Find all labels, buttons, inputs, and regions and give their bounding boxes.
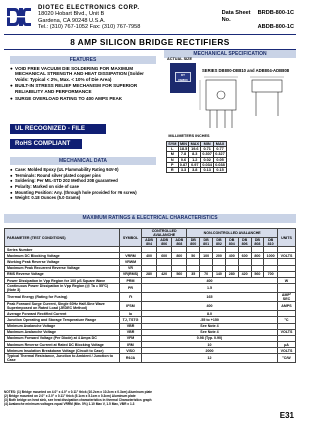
symbol-cell: TJ, TSTG xyxy=(120,317,142,323)
list-item: ● Mounting Position: Any. (through hole provided for #6 screw) xyxy=(10,189,137,195)
series-number-cell: ADB 808 xyxy=(172,238,187,247)
table-row: L 18.5 19.6 0.71 0.77 xyxy=(167,147,227,152)
list-item: ● Soldering: Per MIL-STD 202 Method 208 guaranteed xyxy=(10,178,118,184)
datasheet-number: BRDB-800-1C xyxy=(257,10,294,16)
dimension-table-caption: MILLIMETERS INCHES xyxy=(168,134,210,138)
value-cell: 0.98 (Typ. 0.90) xyxy=(142,335,278,341)
symbol-cell: VRWM xyxy=(120,259,142,265)
symbol-cell: PR xyxy=(120,284,142,293)
unit-cell: VOLTS xyxy=(278,253,296,259)
note: (3) Both bridge on heat sink, see heat dissipation characteristics in thermal Characteristics graph xyxy=(4,398,152,403)
value-cell: 420 xyxy=(238,271,251,277)
value-cell: 12 xyxy=(142,354,278,363)
symbol-cell: IRM xyxy=(120,342,142,348)
parameter-cell: Thermal Energy (Rating for Fusing) xyxy=(5,293,120,302)
list-item: ● VOID FREE VACUUM DIE SOLDERING FOR MAXIMUM MECHANICAL STRENGTH AND HEAT DISSIPATION (Solder Voids: Typical < 2%, Max. < 10% of Die Area) xyxy=(10,66,144,82)
note: (4) Avalanche minimum voltages equal VRRM (Min. 5%) 1.10 Max V, 1.5 Max, VBR x 1.3 xyxy=(4,402,135,407)
value-cell: 50 xyxy=(187,253,200,259)
column-group-controlled: CONTROLLED AVALANCHE xyxy=(142,229,187,238)
value-cell: 70 xyxy=(200,271,213,277)
value-cell: 560 xyxy=(251,271,264,277)
parameter-cell: Junction Operating and Storage Temperature Range xyxy=(5,317,120,323)
symbol-cell: VR(RMS) xyxy=(120,271,142,277)
symbol-cell: IFSM xyxy=(120,302,142,311)
list-item: ● Polarity: Marked on side of case xyxy=(10,184,79,190)
series-number-cell: DB 800 xyxy=(187,238,200,247)
company-block xyxy=(38,5,140,30)
value-cell: 800 xyxy=(172,253,187,259)
series-label: SERIES DB800-DB810 and ADB804-ADB808 xyxy=(202,68,290,73)
package-outline-drawing xyxy=(196,74,298,138)
value-cell: 400 xyxy=(142,302,278,311)
value-cell: 560 xyxy=(172,271,187,277)
series-number-cell: DB 802 xyxy=(213,238,226,247)
unit-cell: °C/W xyxy=(278,354,296,363)
table-row: SYM MIN MAX MIN MAX xyxy=(167,142,227,147)
table-row: M 7.8 8.3 0.307 0.327 xyxy=(167,152,227,157)
column-header-parameter: PARAMETER (TEST CONDITIONS) xyxy=(5,229,120,247)
value-cell: 280 xyxy=(225,271,238,277)
parameter-cell: RMS Reverse Voltage xyxy=(5,271,120,277)
value-cell: 140 xyxy=(213,271,226,277)
list-item: ● Terminals: Round silver plated copper pins xyxy=(10,172,101,178)
column-header-units: UNITS xyxy=(278,229,296,247)
notes xyxy=(4,390,274,406)
unit-cell: °C xyxy=(278,317,296,323)
unit-cell xyxy=(278,284,296,293)
value-cell: 700 xyxy=(264,271,278,277)
value-cell: 165 xyxy=(142,293,278,302)
page-id: E31 xyxy=(279,411,294,420)
value-cell: -55 to +150 xyxy=(142,317,278,323)
symbol-cell: VRRM xyxy=(120,253,142,259)
package-photo xyxy=(170,63,196,93)
table-row: N 0.6 1.2 0.02 0.05 xyxy=(167,157,227,162)
list-item: ● SURGE OVERLOAD RATING TO 400 AMPS PEAK xyxy=(10,95,123,101)
value-cell: 420 xyxy=(157,271,172,277)
parameter-cell: Maximum Avalanche Voltage xyxy=(5,329,120,335)
value-cell: 1.5 xyxy=(142,284,278,293)
series-number-cell: ADB 806 xyxy=(157,238,172,247)
value-cell: 400 xyxy=(225,253,238,259)
table-row: R 3.3 3.8 0.13 0.15 xyxy=(167,167,227,172)
value-cell: 2000 xyxy=(142,348,278,354)
list-item: ● Weight: 0.18 Ounces (5.0 Grams) xyxy=(10,195,81,201)
parameter-cell: Minimum Avalanche Voltage xyxy=(5,323,120,329)
value-cell: 800 xyxy=(251,253,264,259)
table-row xyxy=(5,302,296,311)
column-group-noncontrolled: NON-CONTROLLED AVALANCHE xyxy=(187,229,278,238)
parameter-cell: Maximum Reverse Current at Rated DC Blocking Voltage xyxy=(5,342,120,348)
value-cell: 400 xyxy=(142,253,157,259)
parameter-cell: Continuous Power Dissipation in Vpp Region (@ Ta = 55°C) (Note 3) xyxy=(5,284,120,293)
datasheet-label: Data Sheet No. xyxy=(221,10,251,23)
series-number-label: Series Number xyxy=(5,247,120,253)
parameter-cell: Typical Thermal Resistance, Junction to Ambient / Junction to Case xyxy=(5,354,120,363)
list-item: ● BUILT-IN STRESS RELIEF MECHANISM FOR SUPERIOR RELIABILITY AND PERFORMANCE xyxy=(10,83,138,94)
unit-cell: AMP² SEC xyxy=(278,293,296,302)
mechanical-data-list xyxy=(10,168,158,202)
unit-cell: VOLTS xyxy=(278,329,296,335)
company-phone: Tel.: (310) 767-1052 Fax: (310) 767-7958 xyxy=(38,23,141,30)
divider xyxy=(4,34,296,35)
series-number-cell: DB 801 xyxy=(200,238,213,247)
series-number-cell: ADB 804 xyxy=(142,238,157,247)
symbol-cell: VR xyxy=(120,265,142,271)
parameter-cell: Power Dissipation in Vpp Region for 100 μS Square Wave xyxy=(5,277,120,283)
series-number-cell: DB 810 xyxy=(264,238,278,247)
column-header-symbol: SYMBOL xyxy=(120,229,142,247)
unit-cell: μA xyxy=(278,342,296,348)
symbol-cell: VBR xyxy=(120,323,142,329)
table-row xyxy=(5,354,296,363)
company-address-line2: Gardena, CA 90248 U.S.A. xyxy=(38,17,106,24)
features-list xyxy=(10,66,158,103)
note: (2) Bridge mounted on 2.0" x 2.0" x 0.11" thick (5.1cm x 5.1cm x 0.3cm) Aluminum plate xyxy=(4,394,136,399)
mechanical-data-heading: MECHANICAL DATA xyxy=(10,157,156,165)
actual-size-label: ACTUAL SIZE xyxy=(167,57,193,61)
value-cell: 1000 xyxy=(264,253,278,259)
company-address-line1: 18020 Hobart Blvd., Unit B xyxy=(38,11,105,18)
value-cell: 200 xyxy=(213,253,226,259)
company-name: DIOTEC ELECTRONICS CORP. xyxy=(38,5,140,11)
value-cell: 10 xyxy=(142,342,278,348)
value-cell: 100 xyxy=(200,253,213,259)
features-heading: FEATURES xyxy=(10,56,156,64)
symbol-cell: VISO xyxy=(120,348,142,354)
table-row: P 0.87 0.97 0.034 0.038 xyxy=(167,162,227,167)
parameter-cell: Average Forward Rectified Current xyxy=(5,311,120,317)
symbol-cell: PRM xyxy=(120,277,142,283)
table-row xyxy=(5,284,296,293)
symbol-cell: I²t xyxy=(120,293,142,302)
note: NOTES: (1) Bridge mounted on 4.0" x 4.0" x 0.11" thick (10.2cm x 10.2cm x 0.3cm) Aluminum plate xyxy=(4,390,153,394)
series-number-cell: DB 804 xyxy=(225,238,238,247)
value-cell: See Note 4 xyxy=(142,323,278,329)
symbol-cell: Io xyxy=(120,311,142,317)
mechanical-spec-heading: MECHANICAL SPECIFICATION xyxy=(164,50,296,58)
symbol-cell: RθJA xyxy=(120,354,142,363)
datasheet-number-block xyxy=(222,10,294,31)
symbol-cell: VFM xyxy=(120,335,142,341)
value-cell: 8.0 xyxy=(142,311,278,317)
value-cell: 600 xyxy=(157,253,172,259)
series-number-cell: DB 806 xyxy=(238,238,251,247)
value-cell: See Note 4 xyxy=(142,329,278,335)
header xyxy=(4,5,296,33)
ratings-heading: MAXIMUM RATINGS & ELECTRICAL CHARACTERISTICS xyxy=(4,214,296,223)
unit-cell: VOLTS xyxy=(278,348,296,354)
datasheet-number: ABDB-800-1C xyxy=(257,24,294,30)
ratings-table xyxy=(4,228,296,363)
unit-cell: AMPS xyxy=(278,302,296,311)
company-logo xyxy=(6,6,32,28)
ul-recognized-badge: UL RECOGNIZED - FILE xyxy=(10,124,106,134)
series-number-cell: DB 808 xyxy=(251,238,264,247)
list-item: ● Case: Molded Epoxy (UL Flammability Rating 94V-0) xyxy=(10,167,119,172)
package-label: DT DB800 xyxy=(175,72,191,82)
value-cell: 35 xyxy=(187,271,200,277)
parameter-cell: Maximum Forward Voltage (Per Diode) at 4 Amps DC xyxy=(5,335,120,341)
parameter-cell: Maximum Peak Recurrent Reverse Voltage xyxy=(5,265,120,271)
table-row xyxy=(5,293,296,302)
parameter-cell: Maximum DC Blocking Voltage xyxy=(5,253,120,259)
value-cell: 280 xyxy=(142,271,157,277)
unit-cell: W xyxy=(278,277,296,283)
rohs-badge: RoHS COMPLIANT xyxy=(10,139,82,149)
table-header-row xyxy=(5,229,296,238)
parameter-cell: Peak Forward Surge Current, Single 60Hz Half-Sine Wave Superimposed on Rated Load (JEDEC Method) xyxy=(5,302,120,311)
dimension-table xyxy=(166,141,227,173)
parameter-cell: Minimum Insulation Breakdown Voltage (Circuit to Case) xyxy=(5,348,120,354)
symbol-cell: VBR xyxy=(120,329,142,335)
value-cell: 600 xyxy=(238,253,251,259)
page-title: 8 AMP SILICON BRIDGE RECTIFIERS xyxy=(70,37,230,47)
value-cell: 400 xyxy=(142,277,278,283)
parameter-cell: Working Peak Reverse Voltage xyxy=(5,259,120,265)
